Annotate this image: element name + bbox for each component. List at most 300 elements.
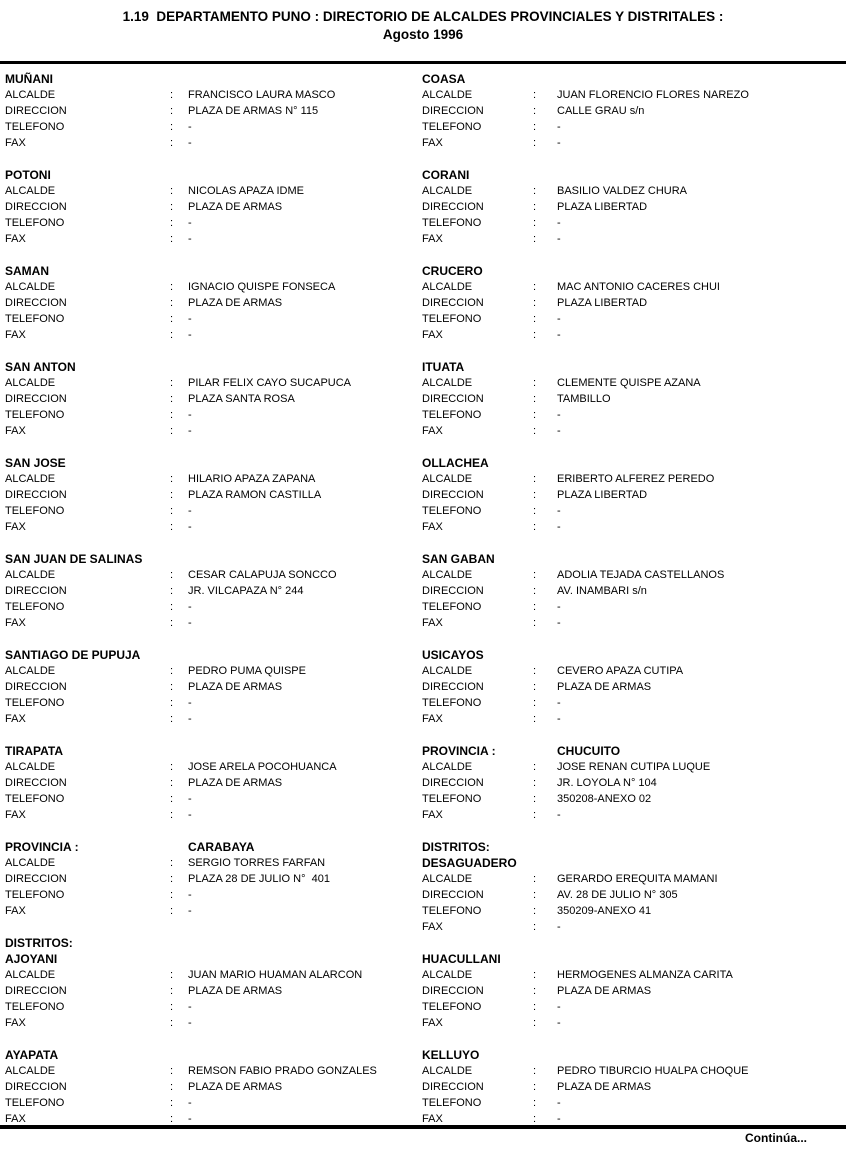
field-colon: : — [170, 473, 174, 485]
field-label: TELEFONO — [422, 1097, 482, 1109]
field-value: - — [557, 505, 561, 517]
field-colon: : — [533, 297, 537, 309]
field-row — [422, 183, 846, 199]
field-row — [5, 615, 417, 631]
field-value: HILARIO APAZA ZAPANA — [188, 473, 316, 485]
field-label: FAX — [5, 329, 26, 341]
section-title: USICAYOS — [422, 648, 484, 662]
field-colon: : — [170, 697, 174, 709]
field-label: TELEFONO — [5, 889, 65, 901]
field-value: - — [188, 121, 192, 133]
field-row — [5, 967, 417, 983]
field-value: - — [188, 905, 192, 917]
field-colon: : — [170, 585, 174, 597]
field-label: FAX — [422, 425, 443, 437]
field-colon: : — [170, 89, 174, 101]
section-title: DESAGUADERO — [422, 856, 517, 870]
field-label: ALCALDE — [5, 89, 56, 101]
field-colon: : — [533, 489, 537, 501]
field-value: 350209-ANEXO 41 — [557, 905, 652, 917]
field-colon: : — [170, 1065, 174, 1077]
field-label: FAX — [422, 921, 443, 933]
field-row — [422, 999, 846, 1015]
district-section — [422, 263, 846, 343]
field-colon: : — [170, 505, 174, 517]
field-colon: : — [170, 793, 174, 805]
field-value: CLEMENTE QUISPE AZANA — [557, 377, 701, 389]
field-value: - — [557, 217, 561, 229]
field-value: PLAZA DE ARMAS — [557, 985, 652, 997]
field-colon: : — [533, 1001, 537, 1013]
field-colon: : — [533, 281, 537, 293]
field-value: FRANCISCO LAURA MASCO — [188, 89, 336, 101]
district-section — [5, 839, 417, 919]
field-label: DIRECCION — [422, 489, 484, 501]
field-colon: : — [170, 281, 174, 293]
field-value: CALLE GRAU s/n — [557, 105, 645, 117]
section-title: POTONI — [5, 168, 51, 182]
field-label: DIRECCION — [5, 681, 67, 693]
field-value: - — [188, 313, 192, 325]
field-label: ALCALDE — [5, 761, 56, 773]
field-row — [422, 327, 846, 343]
field-label: ALCALDE — [422, 969, 473, 981]
field-row — [5, 183, 417, 199]
section-title: TIRAPATA — [5, 744, 63, 758]
field-label: FAX — [422, 137, 443, 149]
field-row — [5, 87, 417, 103]
field-label: ALCALDE — [5, 473, 56, 485]
field-colon: : — [170, 489, 174, 501]
field-value: - — [557, 809, 561, 821]
field-label: ALCALDE — [5, 377, 56, 389]
field-value: JUAN FLORENCIO FLORES NAREZO — [557, 89, 749, 101]
field-row — [422, 599, 846, 615]
district-section — [422, 455, 846, 535]
field-value: - — [557, 425, 561, 437]
field-row — [422, 679, 846, 695]
field-label: FAX — [5, 1017, 26, 1029]
field-label: FAX — [422, 617, 443, 629]
field-colon: : — [533, 1017, 537, 1029]
field-label: ALCALDE — [5, 569, 56, 581]
field-value: - — [557, 313, 561, 325]
field-label: TELEFONO — [5, 217, 65, 229]
field-colon: : — [170, 601, 174, 613]
field-label: DIRECCION — [5, 393, 67, 405]
field-value: ADOLIA TEJADA CASTELLANOS — [557, 569, 725, 581]
field-colon: : — [533, 377, 537, 389]
field-value: - — [557, 1113, 561, 1125]
field-value: - — [188, 521, 192, 533]
field-row — [5, 903, 417, 919]
field-label: DIRECCION — [422, 105, 484, 117]
field-colon: : — [170, 1097, 174, 1109]
field-value: PLAZA RAMON CASTILLA — [188, 489, 322, 501]
field-row — [5, 327, 417, 343]
field-colon: : — [170, 1001, 174, 1013]
field-row — [5, 871, 417, 887]
field-colon: : — [533, 793, 537, 805]
field-colon: : — [533, 601, 537, 613]
field-colon: : — [533, 425, 537, 437]
field-row — [422, 919, 846, 935]
field-row — [5, 391, 417, 407]
field-value: - — [557, 137, 561, 149]
field-value: IGNACIO QUISPE FONSECA — [188, 281, 336, 293]
field-colon: : — [170, 425, 174, 437]
field-colon: : — [170, 329, 174, 341]
field-value: CESAR CALAPUJA SONCCO — [188, 569, 337, 581]
district-section — [5, 71, 417, 151]
field-colon: : — [533, 521, 537, 533]
section-title: AYAPATA — [5, 1048, 59, 1062]
field-row — [422, 583, 846, 599]
section-title: CRUCERO — [422, 264, 483, 278]
field-value: JOSE RENAN CUTIPA LUQUE — [557, 761, 711, 773]
field-colon: : — [533, 889, 537, 901]
field-value: - — [557, 521, 561, 533]
field-row — [5, 855, 417, 871]
district-section — [5, 359, 417, 439]
province-name: CHUCUITO — [557, 744, 621, 758]
field-label: FAX — [5, 905, 26, 917]
field-colon: : — [170, 617, 174, 629]
section-title: SAN JOSE — [5, 456, 66, 470]
field-value: - — [188, 1017, 192, 1029]
field-label: ALCALDE — [422, 281, 473, 293]
field-row — [5, 423, 417, 439]
field-colon: : — [533, 217, 537, 229]
field-label: DIRECCION — [5, 777, 67, 789]
field-label: TELEFONO — [422, 793, 482, 805]
field-row — [422, 231, 846, 247]
field-label: FAX — [422, 713, 443, 725]
district-section — [422, 551, 846, 631]
field-row — [422, 215, 846, 231]
field-value: - — [557, 713, 561, 725]
field-value: - — [557, 1001, 561, 1013]
field-colon: : — [533, 985, 537, 997]
field-colon: : — [170, 121, 174, 133]
section-title: SAMAN — [5, 264, 49, 278]
field-value: PLAZA DE ARMAS — [188, 297, 283, 309]
field-value: PLAZA DE ARMAS — [557, 681, 652, 693]
field-colon: : — [533, 761, 537, 773]
field-label: TELEFONO — [422, 905, 482, 917]
field-value: - — [557, 921, 561, 933]
field-value: JOSE ARELA POCOHUANCA — [188, 761, 337, 773]
field-value: PLAZA DE ARMAS — [188, 985, 283, 997]
field-label: FAX — [422, 1017, 443, 1029]
field-colon: : — [170, 761, 174, 773]
field-row — [422, 119, 846, 135]
page-subtitle: Agosto 1996 — [382, 27, 464, 42]
district-section — [422, 743, 846, 823]
field-label: FAX — [422, 1113, 443, 1125]
field-value: PLAZA DE ARMAS — [188, 201, 283, 213]
field-label: FAX — [5, 521, 26, 533]
field-row — [422, 1095, 846, 1111]
field-label: ALCALDE — [422, 569, 473, 581]
field-row — [5, 503, 417, 519]
field-row — [5, 199, 417, 215]
field-value: PLAZA DE ARMAS N° 115 — [188, 105, 319, 117]
district-section — [5, 1047, 417, 1127]
field-value: AV. INAMBARI s/n — [557, 585, 647, 597]
field-colon: : — [170, 985, 174, 997]
field-value: PLAZA SANTA ROSA — [188, 393, 295, 405]
field-value: - — [557, 601, 561, 613]
field-label: ALCALDE — [422, 89, 473, 101]
field-label: ALCALDE — [422, 185, 473, 197]
field-label: ALCALDE — [5, 665, 56, 677]
field-row — [422, 295, 846, 311]
section-title: HUACULLANI — [422, 952, 501, 966]
field-row — [5, 135, 417, 151]
field-label: FAX — [422, 809, 443, 821]
field-row — [422, 311, 846, 327]
field-colon: : — [533, 1113, 537, 1125]
field-label: DIRECCION — [5, 985, 67, 997]
field-colon: : — [533, 665, 537, 677]
field-value: - — [557, 233, 561, 245]
field-label: DIRECCION — [422, 985, 484, 997]
field-value: - — [188, 425, 192, 437]
field-value: CEVERO APAZA CUTIPA — [557, 665, 684, 677]
field-colon: : — [533, 313, 537, 325]
field-value: - — [188, 617, 192, 629]
field-row — [422, 967, 846, 983]
field-value: - — [557, 1017, 561, 1029]
field-row — [5, 583, 417, 599]
field-label: DIRECCION — [5, 297, 67, 309]
field-value: - — [557, 1097, 561, 1109]
field-row — [5, 407, 417, 423]
field-value: - — [557, 617, 561, 629]
field-value: PLAZA LIBERTAD — [557, 201, 648, 213]
field-row — [422, 887, 846, 903]
field-row — [422, 807, 846, 823]
field-colon: : — [533, 105, 537, 117]
field-colon: : — [533, 409, 537, 421]
section-title: DISTRITOS: — [5, 936, 73, 950]
field-label: ALCALDE — [422, 473, 473, 485]
field-label: DIRECCION — [422, 889, 484, 901]
field-value: PLAZA DE ARMAS — [188, 777, 283, 789]
field-colon: : — [533, 873, 537, 885]
field-row — [422, 487, 846, 503]
field-value: - — [557, 409, 561, 421]
field-colon: : — [170, 217, 174, 229]
field-row — [422, 1063, 846, 1079]
field-value: GERARDO EREQUITA MAMANI — [557, 873, 718, 885]
district-section — [422, 1047, 846, 1127]
field-value: AV. 28 DE JULIO N° 305 — [557, 889, 678, 901]
field-value: BASILIO VALDEZ CHURA — [557, 185, 687, 197]
field-value: NICOLAS APAZA IDME — [188, 185, 304, 197]
field-label: TELEFONO — [5, 409, 65, 421]
field-colon: : — [170, 409, 174, 421]
field-label: ALCALDE — [5, 857, 56, 869]
district-section — [5, 935, 417, 1031]
field-value: - — [188, 137, 192, 149]
field-colon: : — [533, 121, 537, 133]
field-label: TELEFONO — [422, 313, 482, 325]
field-row — [422, 871, 846, 887]
field-colon: : — [170, 889, 174, 901]
field-colon: : — [170, 777, 174, 789]
field-colon: : — [533, 505, 537, 517]
field-value: - — [188, 1113, 192, 1125]
field-row — [422, 135, 846, 151]
field-row — [5, 759, 417, 775]
field-label: TELEFONO — [5, 505, 65, 517]
field-value: JR. VILCAPAZA N° 244 — [188, 585, 304, 597]
field-value: - — [188, 793, 192, 805]
field-label: TELEFONO — [422, 217, 482, 229]
field-label: TELEFONO — [5, 1001, 65, 1013]
field-row — [5, 103, 417, 119]
field-label: TELEFONO — [5, 313, 65, 325]
field-label: ALCALDE — [5, 969, 56, 981]
field-colon: : — [170, 105, 174, 117]
field-row — [5, 471, 417, 487]
directory-column-right — [422, 71, 846, 1143]
field-label: TELEFONO — [5, 121, 65, 133]
field-value: - — [188, 713, 192, 725]
field-row — [422, 423, 846, 439]
field-label: ALCALDE — [5, 1065, 56, 1077]
field-colon: : — [533, 185, 537, 197]
district-section — [422, 951, 846, 1031]
field-colon: : — [170, 857, 174, 869]
field-value: JUAN MARIO HUAMAN ALARCON — [188, 969, 363, 981]
field-colon: : — [533, 681, 537, 693]
field-label: DIRECCION — [422, 1081, 484, 1093]
field-row — [422, 759, 846, 775]
field-label: DIRECCION — [422, 297, 484, 309]
field-row — [5, 999, 417, 1015]
field-label: ALCALDE — [422, 1065, 473, 1077]
field-value: PEDRO TIBURCIO HUALPA CHOQUE — [557, 1065, 749, 1077]
field-label: FAX — [5, 617, 26, 629]
province-header — [5, 839, 417, 855]
field-value: MAC ANTONIO CACERES CHUI — [557, 281, 720, 293]
field-row — [5, 599, 417, 615]
field-colon: : — [533, 137, 537, 149]
field-row — [422, 775, 846, 791]
field-label: ALCALDE — [5, 185, 56, 197]
section-title: KELLUYO — [422, 1048, 480, 1062]
field-value: - — [188, 409, 192, 421]
field-colon: : — [170, 137, 174, 149]
field-label: DIRECCION — [5, 873, 67, 885]
page-title: 1.19 DEPARTAMENTO PUNO : DIRECTORIO DE ALCALDES PROVINCIALES Y DISTRITALES : — [122, 9, 724, 24]
field-label: DIRECCION — [422, 585, 484, 597]
district-section — [5, 647, 417, 727]
field-row — [5, 807, 417, 823]
field-colon: : — [170, 201, 174, 213]
district-section — [5, 455, 417, 535]
field-label: TELEFONO — [422, 121, 482, 133]
field-value: - — [188, 329, 192, 341]
field-value: - — [188, 233, 192, 245]
section-title: OLLACHEA — [422, 456, 489, 470]
field-row — [5, 487, 417, 503]
section-title: SANTIAGO DE PUPUJA — [5, 648, 141, 662]
field-row — [5, 119, 417, 135]
field-label: DIRECCION — [422, 777, 484, 789]
district-section — [422, 359, 846, 439]
section-title: ITUATA — [422, 360, 465, 374]
field-colon: : — [170, 297, 174, 309]
field-row — [5, 1015, 417, 1031]
field-row — [422, 1015, 846, 1031]
field-value: PLAZA LIBERTAD — [557, 489, 648, 501]
field-row — [422, 199, 846, 215]
field-value: PLAZA DE ARMAS — [188, 1081, 283, 1093]
field-value: SERGIO TORRES FARFAN — [188, 857, 326, 869]
section-title: CORANI — [422, 168, 470, 182]
field-label: FAX — [5, 713, 26, 725]
field-value: JR. LOYOLA N° 104 — [557, 777, 657, 789]
field-row — [5, 663, 417, 679]
field-value: - — [188, 1097, 192, 1109]
field-value: ERIBERTO ALFEREZ PEREDO — [557, 473, 715, 485]
field-colon: : — [533, 713, 537, 725]
directory-column-left — [5, 71, 417, 1143]
field-value: HERMOGENES ALMANZA CARITA — [557, 969, 733, 981]
field-row — [422, 663, 846, 679]
district-section — [5, 551, 417, 631]
section-title: AJOYANI — [5, 952, 58, 966]
field-label: DIRECCION — [5, 105, 67, 117]
field-value: PLAZA DE ARMAS — [188, 681, 283, 693]
field-row — [422, 279, 846, 295]
field-row — [5, 375, 417, 391]
field-value: - — [557, 121, 561, 133]
field-row — [5, 887, 417, 903]
field-colon: : — [533, 1097, 537, 1109]
field-row — [422, 615, 846, 631]
province-label: PROVINCIA : — [5, 840, 79, 854]
field-row — [422, 567, 846, 583]
field-value: - — [188, 505, 192, 517]
field-colon: : — [170, 681, 174, 693]
field-colon: : — [170, 873, 174, 885]
field-label: TELEFONO — [422, 601, 482, 613]
bottom-rule — [0, 1125, 846, 1129]
field-value: PILAR FELIX CAYO SUCAPUCA — [188, 377, 352, 389]
field-value: - — [188, 889, 192, 901]
field-colon: : — [170, 233, 174, 245]
section-title: SAN ANTON — [5, 360, 76, 374]
field-row — [422, 375, 846, 391]
field-value: REMSON FABIO PRADO GONZALES — [188, 1065, 377, 1077]
field-colon: : — [533, 569, 537, 581]
field-row — [5, 983, 417, 999]
field-label: FAX — [5, 809, 26, 821]
field-label: DIRECCION — [5, 1081, 67, 1093]
field-label: FAX — [5, 233, 26, 245]
district-section — [422, 71, 846, 151]
field-colon: : — [533, 393, 537, 405]
field-colon: : — [170, 665, 174, 677]
province-name: CARABAYA — [188, 840, 255, 854]
field-label: ALCALDE — [422, 665, 473, 677]
field-colon: : — [170, 521, 174, 533]
